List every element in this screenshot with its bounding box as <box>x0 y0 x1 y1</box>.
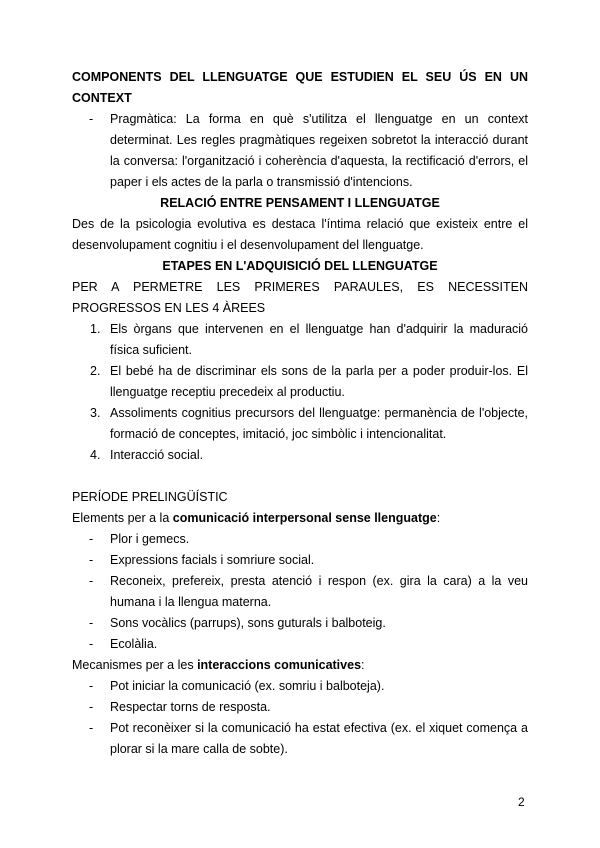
mechanisms-list <box>72 676 528 760</box>
dash-marker: - <box>89 532 94 546</box>
elements-intro <box>72 508 528 529</box>
page-content <box>72 67 528 760</box>
stages-intro-line2: PROGRESSOS EN LES 4 ÀREES <box>72 301 266 315</box>
list-item-text: Pragmàtica: La forma en què s'utilitza el llenguatge en un context determinat. Les regles pragmàtiques regeixen sobretot la interacció durant la conversa: l'organització i coherència d'aquesta, la rectificació d'errors, el paper i els actes de la parla o transmissió d'intencions. <box>110 112 528 189</box>
list-item <box>72 361 528 403</box>
list-item-text: Respectar torns de resposta. <box>110 700 271 714</box>
mechanisms-intro-bold: interaccions comunicatives <box>197 658 362 672</box>
number-marker: 4. <box>90 448 101 462</box>
dash-marker: - <box>89 574 94 588</box>
dash-marker: - <box>89 637 94 651</box>
blank-line <box>72 466 528 487</box>
stages-intro-line1: PER A PERMETRE LES PRIMERES PARAULES, ES NECESSITEN <box>72 280 528 294</box>
list-item <box>72 697 528 718</box>
dash-marker: - <box>89 721 94 735</box>
dash-marker: - <box>89 700 94 714</box>
list-item <box>72 571 528 613</box>
list-item-text: Reconeix, prefereix, presta atenció i respon (ex. gira la cara) a la veu humana i la llengua materna. <box>110 574 528 609</box>
mechanisms-intro-suffix: : <box>361 658 365 672</box>
list-item <box>72 319 528 361</box>
elements-intro-prefix: Elements per a la <box>72 511 173 525</box>
section-heading-thought-language: RELACIÓ ENTRE PENSAMENT I LLENGUATGE <box>160 196 440 210</box>
elements-intro-suffix: : <box>436 511 441 525</box>
list-item <box>72 529 528 550</box>
list-item-text: El bebé ha de discriminar els sons de la parla per a poder produir-los. El llenguatge receptiu precedeix al productiu. <box>110 364 528 399</box>
number-marker: 1. <box>90 322 101 336</box>
dash-marker: - <box>89 112 94 126</box>
number-marker: 3. <box>90 406 101 420</box>
stages-list <box>72 319 528 466</box>
list-item <box>72 550 528 571</box>
section-heading-components-cont: CONTEXT <box>72 91 132 105</box>
elements-intro-bold: comunicació interpersonal sense llenguatge <box>172 511 437 525</box>
list-item <box>72 634 528 655</box>
list-item-text: Assoliments cognitius precursors del llenguatge: permanència de l'objecte, formació de conceptes, imitació, joc simbòlic i intencionalitat. <box>110 406 528 441</box>
list-item <box>72 109 528 193</box>
number-marker: 2. <box>90 364 101 378</box>
page-number: 2 <box>518 795 525 809</box>
dash-marker: - <box>89 679 94 693</box>
list-item <box>72 613 528 634</box>
list-item-text: Pot iniciar la comunicació (ex. somriu i balboteja). <box>110 679 385 693</box>
mechanisms-intro-prefix: Mecanismes per a les <box>72 658 198 672</box>
list-item <box>72 718 528 760</box>
paragraph-thought-language: Des de la psicologia evolutiva es destaca l'íntima relació que existeix entre el desenvolupament cognitiu i el desenvolupament del llenguatge. <box>72 217 528 252</box>
list-item-text: Els òrgans que intervenen en el llenguatge han d'adquirir la maduració física suficient. <box>110 322 528 357</box>
components-list <box>72 109 528 193</box>
dash-marker: - <box>89 553 94 567</box>
list-item <box>72 403 528 445</box>
list-item-text: Plor i gemecs. <box>110 532 190 546</box>
list-item-text: Interacció social. <box>110 448 204 462</box>
list-item-text: Ecolàlia. <box>110 637 158 651</box>
list-item-text: Pot reconèixer si la comunicació ha estat efectiva (ex. el xiquet comença a plorar si la mare calla de sobte). <box>110 721 528 756</box>
list-item <box>72 676 528 697</box>
list-item-text: Expressions facials i somriure social. <box>110 553 315 567</box>
elements-list <box>72 529 528 655</box>
list-item-text: Sons vocàlics (parrups), sons guturals i balboteig. <box>110 616 386 630</box>
section-title-prelinguistic: PERÍODE PRELINGÜÍSTIC <box>72 490 228 504</box>
mechanisms-intro <box>72 655 528 676</box>
section-heading-components: COMPONENTS DEL LLENGUATGE QUE ESTUDIEN EL SEU ÚS EN UN <box>72 70 528 84</box>
section-heading-stages: ETAPES EN L'ADQUISICIÓ DEL LLENGUATGE <box>162 259 438 273</box>
dash-marker: - <box>89 616 94 630</box>
list-item <box>72 445 528 466</box>
